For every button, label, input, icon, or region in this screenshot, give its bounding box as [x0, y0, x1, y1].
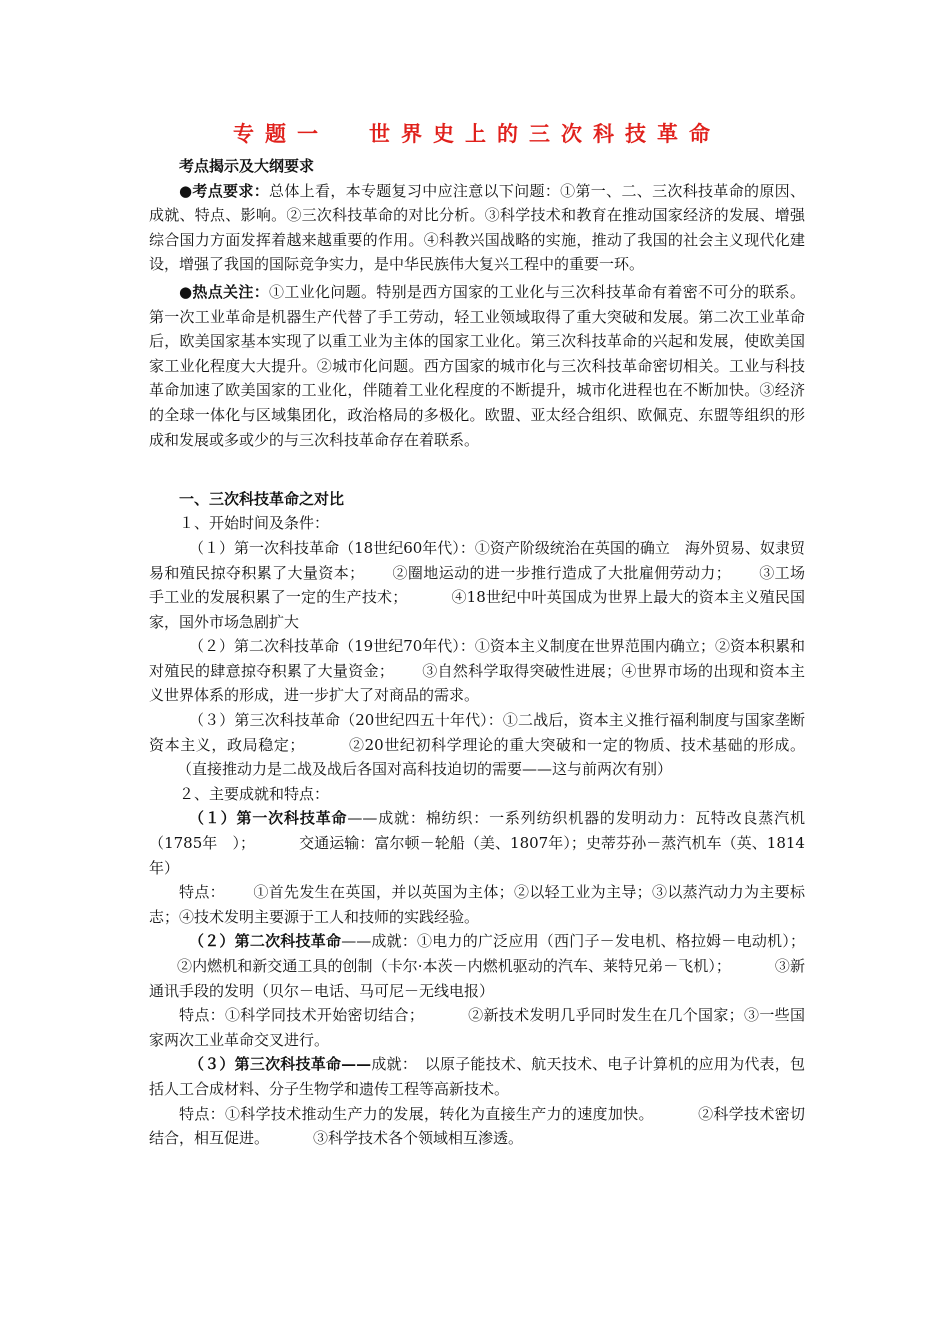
- outline-heading: 考点揭示及大纲要求: [179, 157, 315, 175]
- section1-heading: 一、三次科技革命之对比: [179, 489, 345, 508]
- feature-second: 特点：①科学同技术开始密切结合； ②新技术发明几乎同时发生在几个国家；③一些国家两次工业革命交叉进行。: [149, 1006, 805, 1049]
- condition-third: （３）第三次科技革命（20世纪四五十年代）：①二战后，资本主义推行福利制度与国家垄断资本主义，政局稳定； ②20世纪初科学理论的重大突破和一定的物质、技术基础的形成。（直接推动力是二战及战后各国对高科技迫切的需要——这与前两次有别）: [149, 711, 805, 779]
- achievement-first: （１）第一次科技革命——成就：棉纺织：一系列纺织机器的发明动力：瓦特改良蒸汽机（1785年 ）； 交通运输：富尔顿－轮船（美、1807年）；史蒂芬孙－蒸汽机车（英、1814年）: [149, 809, 805, 877]
- title-part1: 专题一: [233, 121, 329, 146]
- document-page: [149, 118, 805, 1151]
- condition-second: （２）第二次科技革命（19世纪70年代）：①资本主义制度在世界范围内确立；②资本积累和对殖民的肆意掠夺积累了大量资金； ③自然科学取得突破性进展；④世界市场的出现和资本主义世界体系的形成，进一步扩大了对商品的需求。: [149, 637, 805, 705]
- hot-topics-label: ●热点关注：: [179, 282, 270, 301]
- subsection1-heading: １、开始时间及条件：: [179, 514, 330, 533]
- page-title: [149, 118, 805, 150]
- achievement-third: （３）第三次科技革命——成就： 以原子能技术、航天技术、电子计算机的应用为代表，包括人工合成材料、分子生物学和遗传工程等高新技术。: [149, 1055, 805, 1098]
- hot-topics-text: ①工业化问题。特别是西方国家的工业化与三次科技革命有着密不可分的联系。第一次工业革命是机器生产代替了手工劳动，轻工业领域取得了重大突破和发展。第二次工业革命后，欧美国家基本实现了以重工业为主体的国家工业化。第三次科技革命的兴起和发展，使欧美国家工业化程度大大提升。②城市化问题。西方国家的城市化与三次科技革命密切相关。工业与科技革命加速了欧美国家的工业化，伴随着工业化程度的不断提升，城市化进程也在不断加快。③经济的全球一体化与区域集团化，政治格局的多极化。欧盟、亚太经合组织、欧佩克、东盟等组织的形成和发展或多或少的与三次科技革命存在着联系。: [149, 282, 805, 449]
- requirements-label: ●考点要求：: [179, 181, 270, 200]
- condition-first: （１）第一次科技革命（18世纪60年代）：①资产阶级统治在英国的确立 海外贸易、奴隶贸易和殖民掠夺积累了大量资本； ②圈地运动的进一步推行造成了大批雇佣劳动力； ③工场手工业的发展积累了一定的生产技术； ④18世纪中叶英国成为世界上最大的资本主义殖民国家，国外市场急剧扩大: [149, 538, 805, 631]
- subsection2-heading: ２、主要成就和特点：: [179, 784, 330, 803]
- feature-first: 特点： ①首先发生在英国，并以英国为主体；②以轻工业为主导；③以蒸汽动力为主要标志；④技术发明主要源于工人和技师的实践经验。: [149, 883, 805, 926]
- title-part2: 世界史上的三次科技革命: [369, 121, 721, 146]
- achievement-second: （２）第二次科技革命——成就：①电力的广泛应用（西门子－发电机、格拉姆－电动机）；②内燃机和新交通工具的创制（卡尔·本茨－内燃机驱动的汽车、莱特兄弟－飞机）； ③新通讯手段的发明（贝尔－电话、马可尼－无线电报）: [149, 932, 805, 1000]
- requirements-paragraph: [149, 179, 805, 277]
- requirements-text: 总体上看，本专题复习中应注意以下问题：①第一、二、三次科技革命的原因、成就、特点、影响。②三次科技革命的对比分析。③科学技术和教育在推动国家经济的发展、增强综合国力方面发挥着越来越重要的作用。④科教兴国战略的实施，推动了我国的社会主义现代化建设，增强了我国的国际竞争实力，是中华民族伟大复兴工程中的重要一环。: [149, 181, 805, 274]
- hot-topics-paragraph: [149, 280, 805, 452]
- feature-third: 特点：①科学技术推动生产力的发展，转化为直接生产力的速度加快。 ②科学技术密切结合，相互促进。 ③科学技术各个领域相互渗透。: [149, 1104, 805, 1148]
